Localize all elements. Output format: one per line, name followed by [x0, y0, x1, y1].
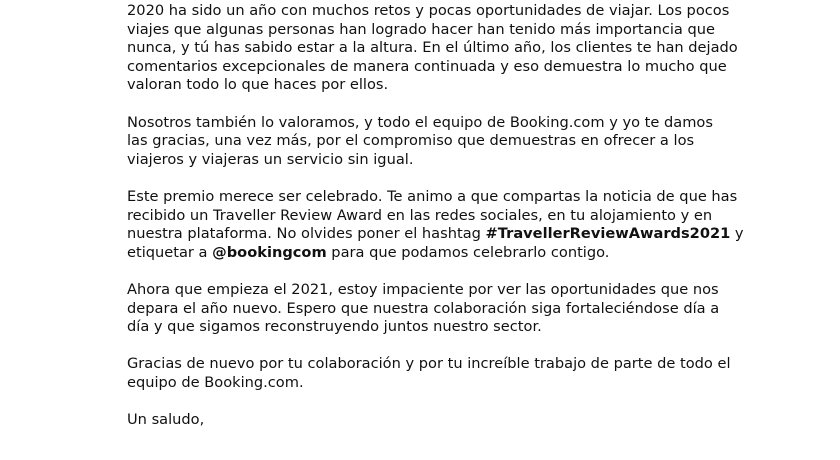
text-line: recibido un Traveller Review Award en las redes sociales, en tu alojamiento y en: [127, 206, 713, 224]
paragraph-intro: [127, 2, 738, 95]
text-line: día y que sigamos reconstruyendo juntos nuestro sector.: [127, 318, 542, 336]
text-segment: nuestra plataforma. No olvides poner el hashtag: [127, 225, 486, 243]
hashtag-text: #TravellerReviewAwards2021: [485, 225, 731, 243]
text-line: viajeros y viajeras un servicio sin igual.: [127, 150, 414, 168]
text-line: Nosotros también lo valoramos, y todo el equipo de Booking.com y yo te damos: [127, 113, 713, 131]
text-line: depara el año nuevo. Espero que nuestra colaboración siga fortaleciéndose día a: [127, 299, 720, 317]
letter-body: [127, 2, 744, 448]
text-line: 2020 ha sido un año con muchos retos y pocas oportunidades de viajar. Los pocos: [127, 2, 730, 19]
paragraph-future: [127, 281, 727, 337]
text-line: Este premio merece ser celebrado. Te animo a que compartas la noticia de que has: [127, 187, 738, 205]
text-segment: para que podamos celebrarlo contigo.: [326, 243, 610, 261]
text-line: valoran todo lo que haces por ellos.: [127, 76, 389, 94]
text-line: equipo de Booking.com.: [127, 373, 304, 391]
handle-text: @bookingcom: [212, 243, 327, 261]
text-line-hashtag: [127, 225, 744, 244]
text-line: comentarios excepcionales de manera continuada y eso demuestra lo mucho que: [127, 57, 727, 75]
text-line: Ahora que empieza el 2021, estoy impaciente por ver las oportunidades que nos: [127, 280, 719, 298]
paragraph-gratitude: [127, 355, 731, 392]
text-line: nunca, y tú has sabido estar a la altura. En el último año, los clientes te han dejado: [127, 39, 738, 57]
text-line: viajes que algunas personas han logrado hacer han tenido más importancia que: [127, 20, 715, 38]
text-line-handle: [127, 244, 727, 263]
text-segment: etiquetar a: [127, 243, 213, 261]
closing-salutation: Un saludo,: [127, 411, 205, 429]
paragraph-thanks: [127, 114, 727, 170]
text-line: Gracias de nuevo por tu colaboración y por tu increíble trabajo de parte de todo el: [127, 355, 731, 373]
text-line: las gracias, una vez más, por el compromiso que demuestras en ofrecer a los: [127, 132, 695, 150]
paragraph-celebrate: [127, 187, 744, 262]
text-segment: y: [730, 225, 744, 243]
